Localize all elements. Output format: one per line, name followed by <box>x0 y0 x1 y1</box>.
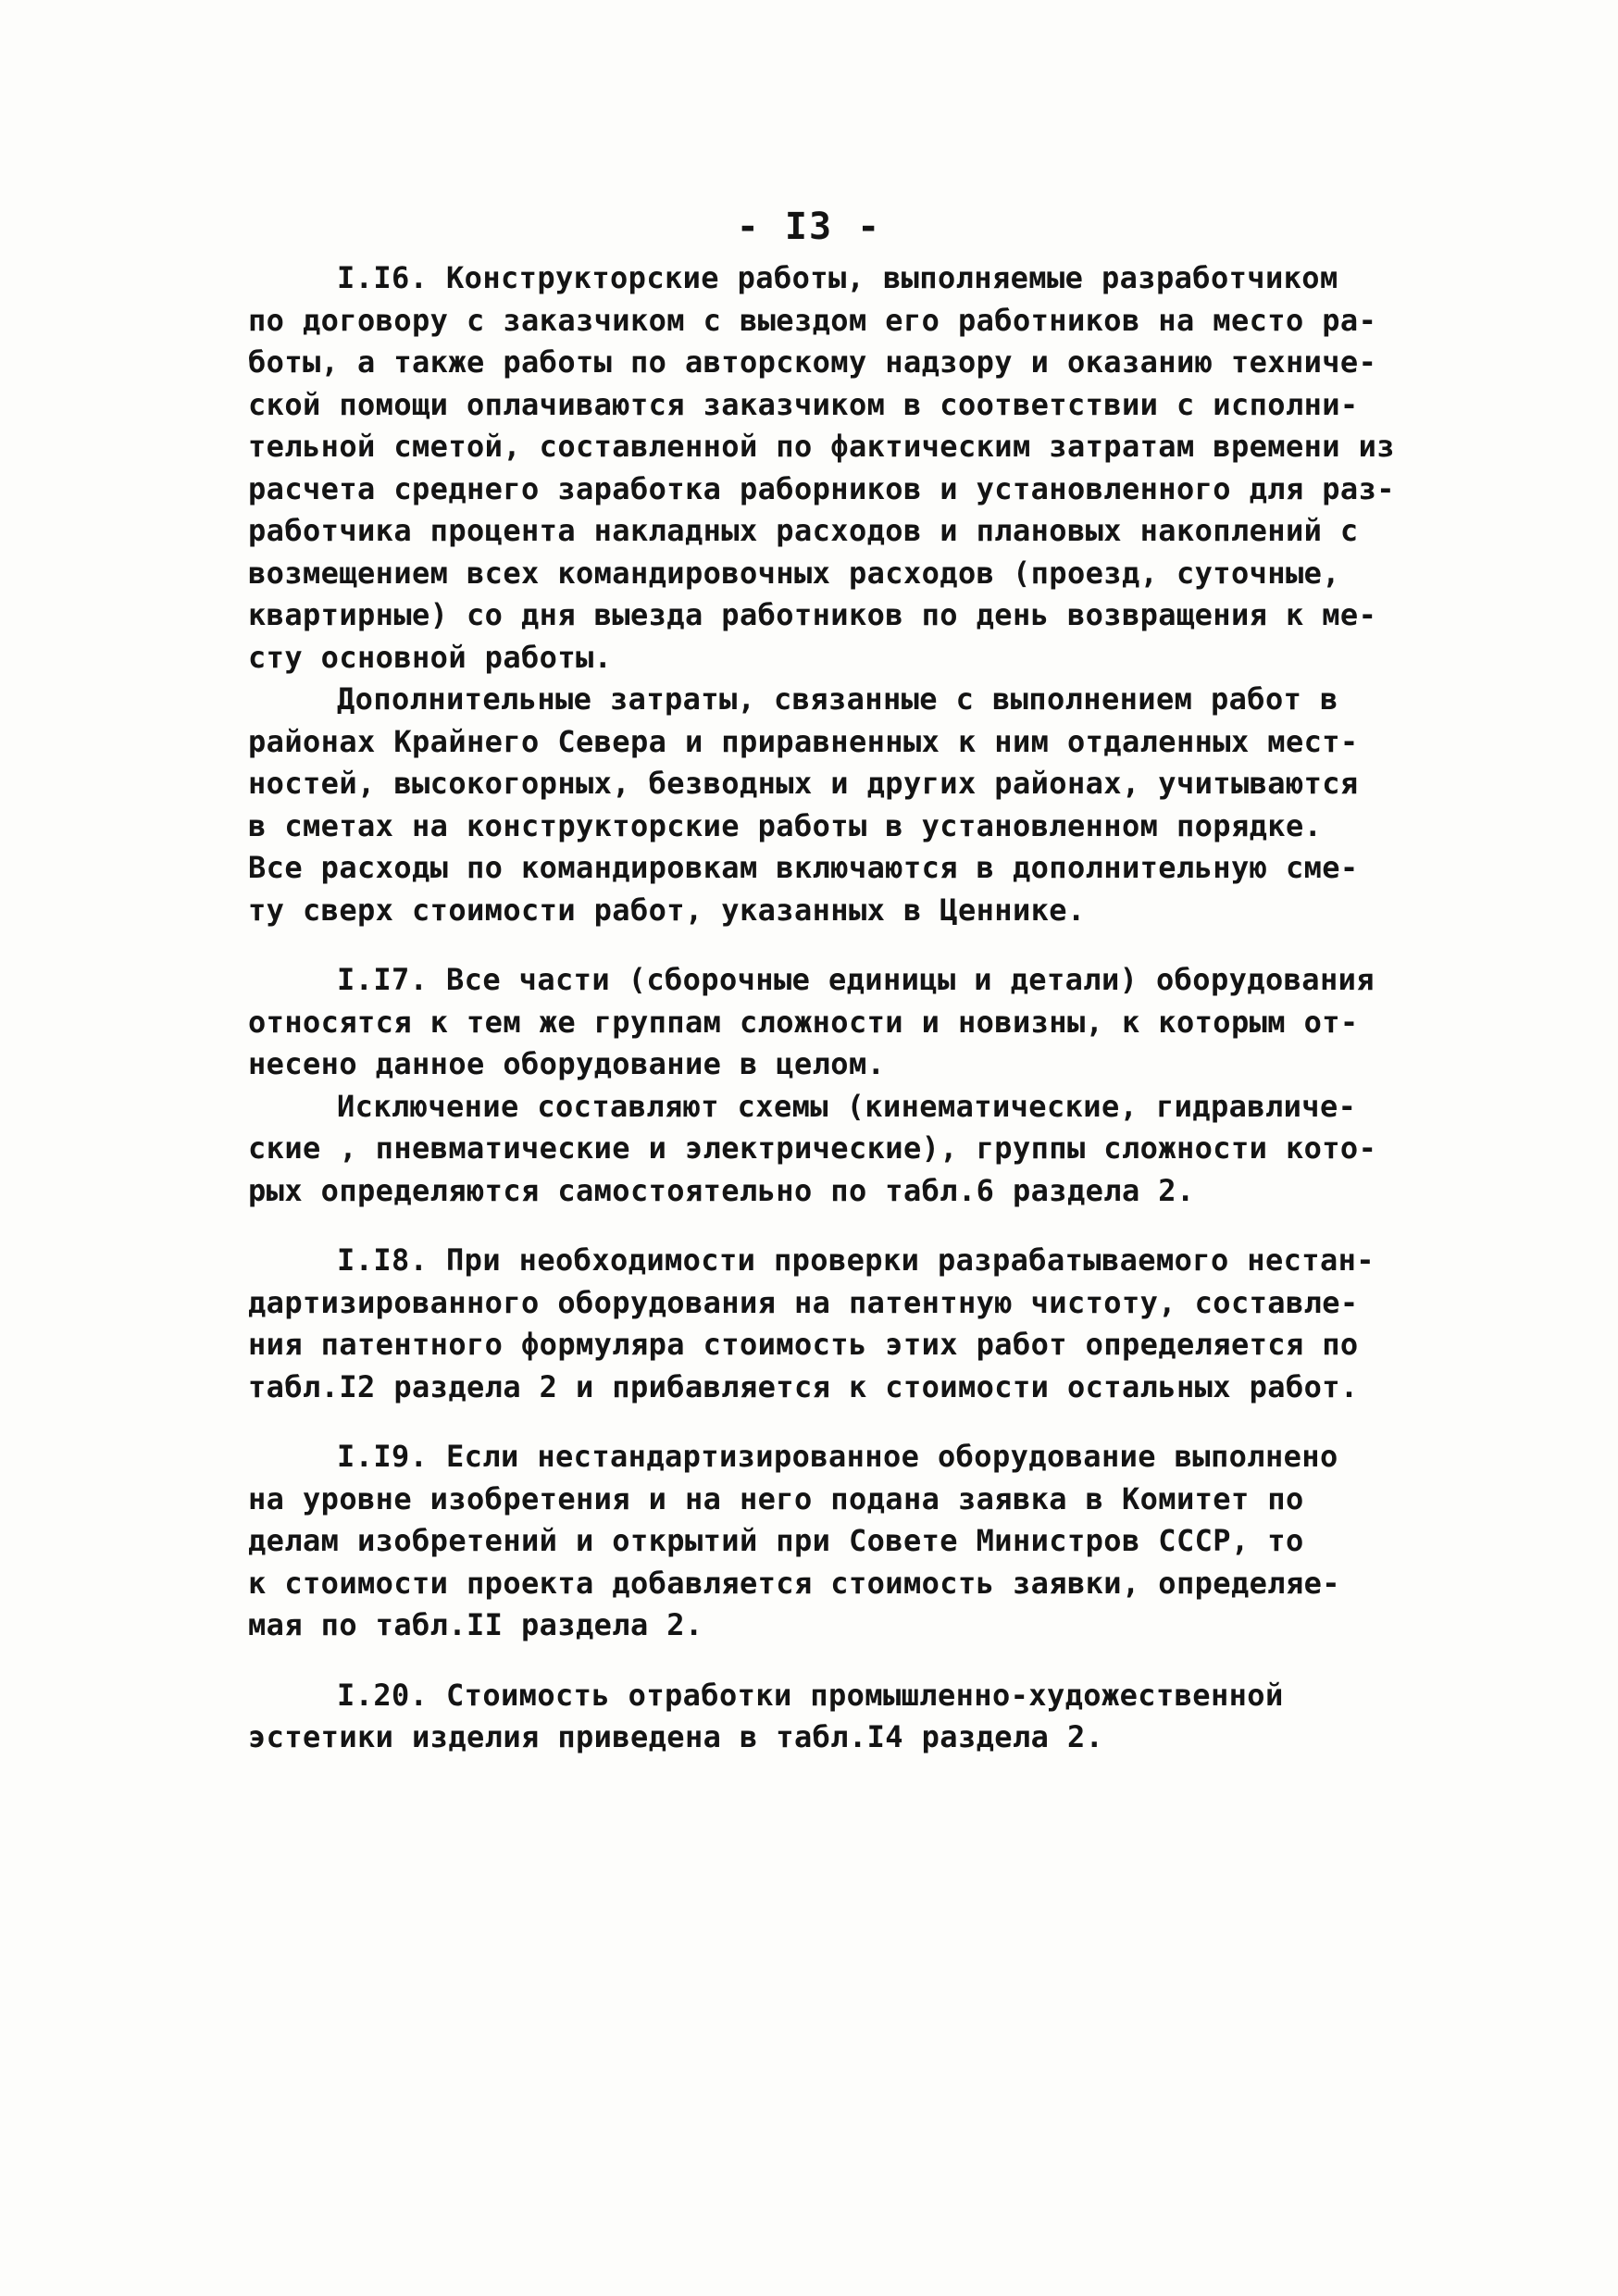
paragraph-additional-costs <box>248 679 1405 931</box>
paragraph-1-17 <box>248 959 1405 1086</box>
text-line: рых определяются самостоятельно по табл.6 раздела 2. <box>248 1172 1195 1208</box>
text-line: в сметах на конструкторские работы в установленном порядке. <box>248 807 1323 843</box>
text-line: ской помощи оплачиваются заказчиком в соответствии с исполни- <box>248 386 1359 422</box>
text-line: расчета среднего заработка рабоpников и установленного для раз- <box>248 470 1395 506</box>
text-line: I.I9. Если нестандартизированное оборудование выполнено <box>337 1439 1338 1474</box>
text-line: I.20. Стоимость отработки промышленно-художественной <box>337 1677 1284 1713</box>
paragraph-1-16 <box>248 257 1405 679</box>
text-line: квартирные) со дня выезда работников по день возвращения к ме- <box>248 597 1377 632</box>
text-line: ностей, высокогорных, безводных и других районах, учитываются <box>248 766 1359 801</box>
document-body <box>248 257 1405 1759</box>
text-line: дартизированного оборудования на патентную чистоту, составле- <box>248 1284 1359 1320</box>
text-line: ские , пневматические и электрические), группы сложности кото- <box>248 1130 1377 1166</box>
text-line: сту основной работы. <box>248 639 613 675</box>
text-line: относятся к тем же группам сложности и новизны, к которым от- <box>248 1004 1359 1040</box>
text-line: работчика процента накладных расходов и плановых накоплений с <box>248 513 1359 548</box>
text-line: ту сверх стоимости работ, указанных в Ценнике. <box>248 892 1086 928</box>
text-line: ния патентного формуляра стоимость этих работ определяется по <box>248 1327 1359 1362</box>
text-line: Дополнительные затраты, связанные с выполнением работ в <box>337 681 1338 717</box>
text-line: Исключение составляют схемы (кинематические, гидравличе- <box>337 1088 1357 1124</box>
text-line: табл.I2 раздела 2 и прибавляется к стоимости остальных работ. <box>248 1368 1359 1404</box>
text-line: на уровне изобретения и на него подана заявка в Комитет по <box>248 1480 1304 1516</box>
paragraph-1-18 <box>248 1240 1405 1408</box>
text-line: I.I6. Конструкторские работы, выполняемые разработчиком <box>337 260 1338 295</box>
text-line: по договору с заказчиком с выездом его работников на место ра- <box>248 302 1377 338</box>
text-line: I.I8. При необходимости проверки разрабатываемого нестан- <box>337 1242 1375 1278</box>
text-line: возмещением всех командировочных расходов (проезд, суточные, <box>248 555 1340 591</box>
text-line: районах Крайнего Севера и приравненных к ним отдаленных мест- <box>248 723 1359 759</box>
text-line: к стоимости проекта добавляется стоимость заявки, определяе- <box>248 1565 1340 1601</box>
text-line: несено данное оборудование в целом. <box>248 1046 886 1081</box>
paragraph-1-20 <box>248 1675 1405 1759</box>
text-line: мая по табл.II раздела 2. <box>248 1607 703 1642</box>
page-number: - I3 - <box>736 206 882 248</box>
text-line: I.I7. Все части (сборочные единицы и детали) оборудования <box>337 962 1375 997</box>
text-line: боты, а также работы по авторскому надзору и оказанию техниче- <box>248 344 1377 380</box>
text-line: тельной сметой, составленной по фактическим затратам времени из <box>248 429 1395 464</box>
text-line: эстетики изделия приведена в табл.I4 раздела 2. <box>248 1719 1104 1754</box>
paragraph-1-19 <box>248 1436 1405 1647</box>
text-line: делам изобретений и открытий при Совете Министров СССР, то <box>248 1523 1304 1558</box>
paragraph-exception <box>248 1086 1405 1213</box>
text-line: Все расходы по командировкам включаются в дополнительную сме- <box>248 850 1359 885</box>
